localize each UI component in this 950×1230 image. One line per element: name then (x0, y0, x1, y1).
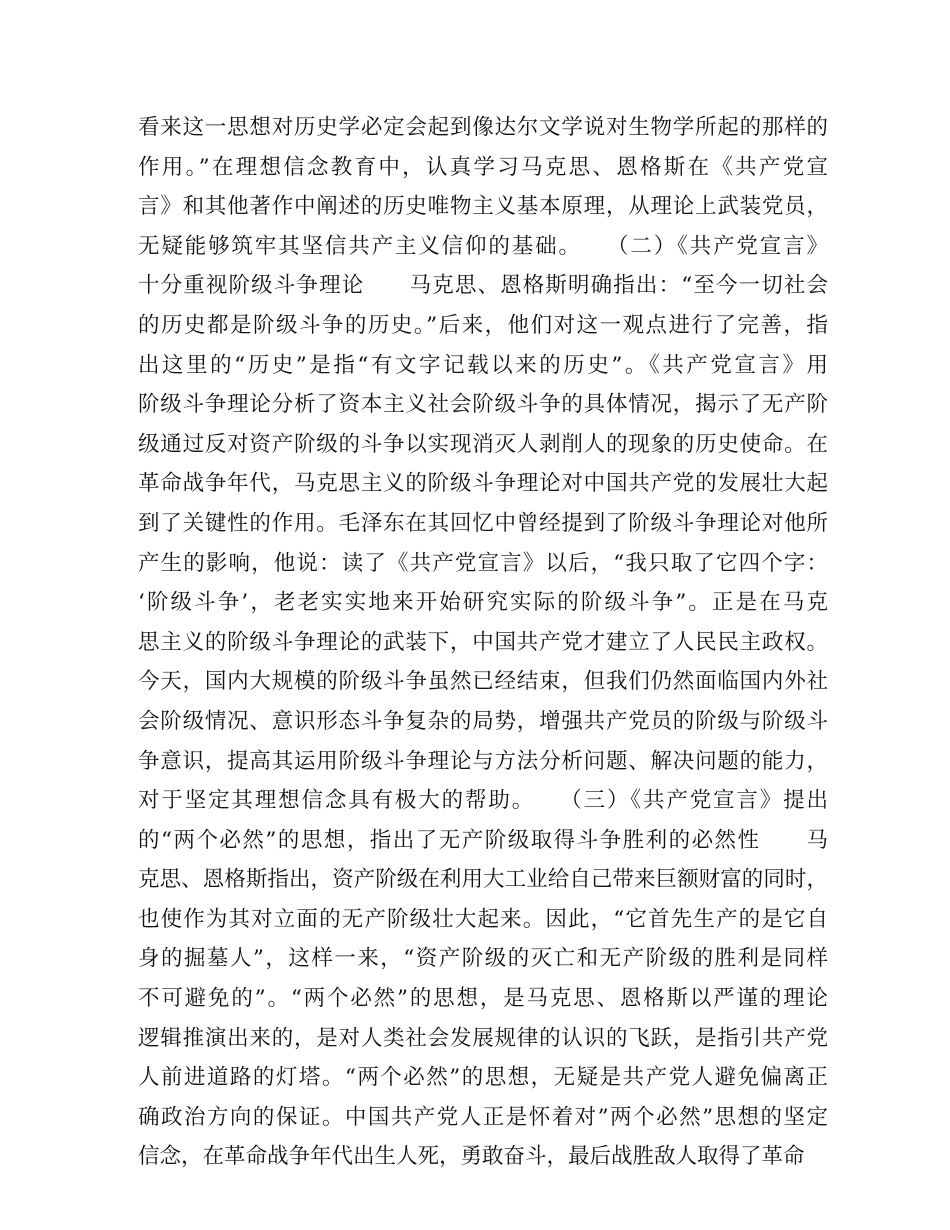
text-line: 阶级斗争理论分析了资本主义社会阶级斗争的具体情况，揭示了无产阶 (138, 392, 828, 418)
text-line: 出这里的“历史”是指“有文字记载以来的历史”。《共产党宣言》用 (138, 352, 828, 378)
body-text (138, 108, 828, 1177)
text-line: 十分重视阶级斗争理论 马克思、恩格斯明确指出：“至今一切社会 (138, 273, 828, 299)
text-line: 到了关键性的作用。毛泽东在其回忆中曾经提到了阶级斗争理论对他所 (138, 510, 828, 536)
text-line: 的历史都是阶级斗争的历史。”后来，他们对这一观点进行了完善，指 (138, 312, 828, 338)
text-line: 言》和其他著作中阐述的历史唯物主义基本原理，从理论上武装党员， (138, 194, 828, 220)
text-line: 克思、恩格斯指出，资产阶级在利用大工业给自己带来巨额财富的同时， (138, 867, 828, 893)
text-line: 确政治方向的保证。中国共产党人正是怀着对”两个必然”思想的坚定 (138, 1104, 828, 1130)
text-line: 今天，国内大规模的阶级斗争虽然已经结束，但我们仍然面临国内外社 (138, 669, 828, 695)
text-line: 会阶级情况、意识形态斗争复杂的局势，增强共产党员的阶级与阶级斗 (138, 708, 828, 734)
text-line: ‘阶级斗争’，老老实实地来开始研究实际的阶级斗争”。正是在马克 (138, 590, 828, 616)
text-line: 人前进道路的灯塔。“两个必然”的思想，无疑是共产党人避免偏离正 (138, 1065, 828, 1091)
text-line: 逻辑推演出来的，是对人类社会发展规律的认识的飞跃，是指引共产党 (138, 1025, 828, 1051)
text-line: 对于坚定其理想信念具有极大的帮助。 （三）《共产党宣言》提出 (138, 788, 828, 814)
text-line: 也使作为其对立面的无产阶级壮大起来。因此，“它首先生产的是它自 (138, 906, 828, 932)
text-line: 级通过反对资产阶级的斗争以实现消灭人剥削人的现象的历史使命。在 (138, 431, 828, 457)
text-line: 争意识，提高其运用阶级斗争理论与方法分析问题、解决问题的能力， (138, 748, 828, 774)
text-line: 信念，在革命战争年代出生人死，勇敢奋斗，最后战胜敌人取得了革命 (138, 1144, 805, 1170)
text-line: 不可避免的”。“两个必然”的思想，是马克思、恩格斯以严谨的理论 (138, 986, 828, 1012)
text-line: 的“两个必然”的思想，指出了无产阶级取得斗争胜利的必然性 马 (138, 827, 828, 853)
text-line: 产生的影响，他说：读了《共产党宣言》以后，“我只取了它四个字： (138, 550, 828, 576)
text-line: 无疑能够筑牢其坚信共产主义信仰的基础。 （二）《共产党宣言》 (138, 233, 828, 259)
text-line: 革命战争年代，马克思主义的阶级斗争理论对中国共产党的发展壮大起 (138, 471, 828, 497)
text-line: 身的掘墓人”，这样一来，“资产阶级的灭亡和无产阶级的胜利是同样 (138, 946, 828, 972)
text-line: 作用。”在理想信念教育中，认真学习马克思、恩格斯在《共产党宣 (138, 154, 828, 180)
text-line: 思主义的阶级斗争理论的武装下，中国共产党才建立了人民民主政权。 (138, 629, 828, 655)
text-line: 看来这一思想对历史学必定会起到像达尔文学说对生物学所起的那样的 (138, 115, 828, 140)
